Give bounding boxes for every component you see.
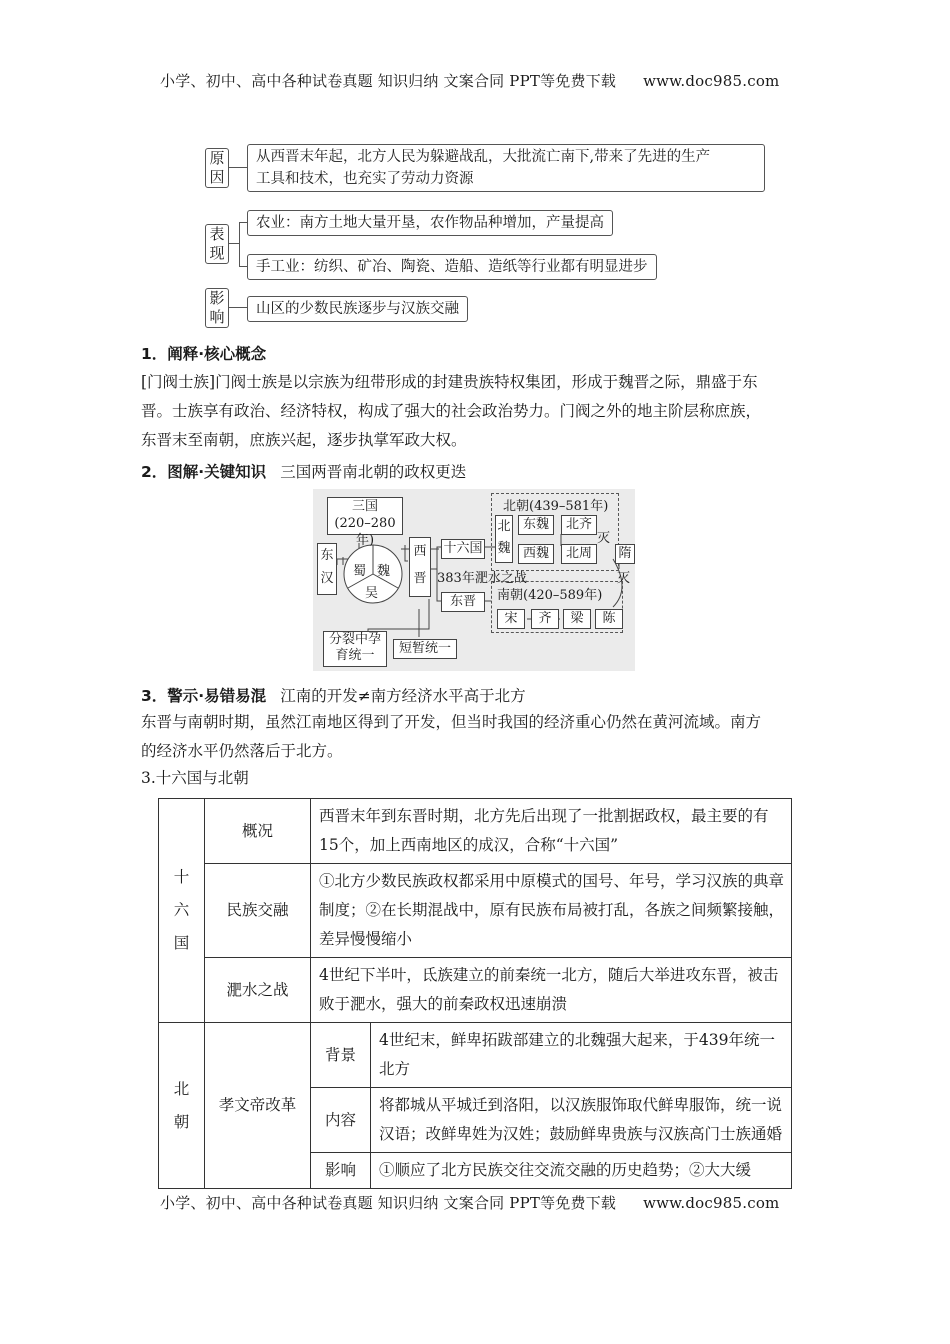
page-footer xyxy=(160,1192,779,1213)
footer-text: 小学、初中、高中各种试卷真题 知识归纳 文案合同 PPT等免费下载 xyxy=(160,1194,617,1212)
section-2-subtitle: 三国两晋南北朝的政权更迭 xyxy=(280,463,467,481)
wei-label: 魏 xyxy=(377,564,391,579)
group-2-char-2: 朝 xyxy=(173,1112,190,1131)
footer-url[interactable]: www.doc985.com xyxy=(643,1194,780,1212)
split-text-1: 分裂中孕 xyxy=(328,632,381,647)
section-1-body xyxy=(141,368,821,455)
shu-label: 蜀 xyxy=(353,564,367,579)
xijin-box xyxy=(409,537,431,597)
handicraft-box xyxy=(247,254,657,280)
donghan-box xyxy=(317,543,337,595)
handicraft-text: 手工业：纺织、矿冶、陶瓷、造船、造纸等行业都有明显进步 xyxy=(256,259,648,275)
section-1-line-1: [门阀士族]门阀士族是以宗族为纽带形成的封建贵族特权集团，形成于魏晋之际，鼎盛于东 xyxy=(141,373,758,391)
agriculture-box xyxy=(247,210,613,236)
sanguo-box xyxy=(327,497,403,548)
group-2-char-1: 北 xyxy=(173,1079,190,1098)
impact-label: 影响 xyxy=(205,288,229,328)
header-url[interactable]: www.doc985.com xyxy=(643,72,780,90)
section-3-line-2: 的经济水平仍然落后于北方。 xyxy=(141,742,343,760)
donghan-char-2: 汉 xyxy=(320,571,334,586)
table-row xyxy=(159,799,792,864)
reform-label: 孝文帝改革 xyxy=(205,1023,311,1189)
section-3-title: 3．警示·易错易混 xyxy=(141,687,267,705)
beiwei-char-1: 北 xyxy=(497,519,511,534)
xijin-char-2: 晋 xyxy=(413,571,427,586)
mie-label-2: 灭 xyxy=(617,571,631,586)
history-table xyxy=(158,798,792,1189)
header-text: 小学、初中、高中各种试卷真题 知识归纳 文案合同 PPT等免费下载 xyxy=(160,72,617,90)
section-3-subtitle: 江南的开发≠南方经济水平高于北方 xyxy=(280,687,526,705)
beiwei-char-2: 魏 xyxy=(497,541,511,556)
agriculture-text: 农业：南方土地大量开垦，农作物品种增加，产量提高 xyxy=(256,215,604,231)
section-1-line-3: 东晋末至南朝，庶族兴起，逐步执掌军政大权。 xyxy=(141,431,467,449)
xijin-char-1: 西 xyxy=(413,544,427,559)
group-1-char-2: 六 xyxy=(173,901,190,919)
group-1-char-1: 十 xyxy=(173,868,190,886)
dongwei-box: 东魏 xyxy=(518,515,554,535)
concept-map xyxy=(205,140,775,330)
beiwei-box xyxy=(495,515,513,563)
background-label: 背景 xyxy=(311,1023,371,1088)
sanguo-label: 三国 xyxy=(351,499,378,514)
performance-label: 表现 xyxy=(205,224,229,264)
beiqi-box: 北齐 xyxy=(561,515,597,535)
split-box xyxy=(323,631,387,667)
section-2-title: 2．图解·关键知识 xyxy=(141,463,267,481)
split-text-2: 育统一 xyxy=(335,648,375,663)
table-row xyxy=(159,958,792,1023)
reason-text-1: 从西晋末年起，北方人民为躲避战乱，大批流亡南下,带来了先进的生产 xyxy=(256,149,711,165)
impact-text: 山区的少数民族逐步与汉族交融 xyxy=(256,301,459,317)
section-3-heading xyxy=(141,684,526,706)
fusion-text: ①北方少数民族政权都采用中原模式的国号、年号，学习汉族的典章制度；②在长期混战中，原有民族布局被打乱，各族之间频繁接触，差异慢慢缩小 xyxy=(311,864,792,958)
table-row xyxy=(159,864,792,958)
fusion-label: 民族交融 xyxy=(205,864,311,958)
background-text: 4世纪末，鲜卑拓跋部建立的北魏强大起来，于439年统一北方 xyxy=(371,1023,792,1088)
group-beichao xyxy=(159,1023,205,1189)
reform-impact-label: 影响 xyxy=(311,1153,371,1189)
nanchao-label: 南朝(420–589年) xyxy=(497,588,603,603)
group-shiliuguo xyxy=(159,799,205,1023)
donghan-char-1: 东 xyxy=(320,548,334,563)
section-3-line-1: 东晋与南朝时期，虽然江南地区得到了开发，但当时我国的经济重心仍然在黄河流域。南方 xyxy=(141,713,762,731)
section-1-line-2: 晋。士族享有政治、经济特权，构成了强大的社会政治势力。门阀之外的地主阶层称庶族， xyxy=(141,402,762,420)
song-box: 宋 xyxy=(497,609,525,629)
dynasty-chart xyxy=(313,489,635,671)
chen-box: 陈 xyxy=(595,609,623,629)
section-4-heading: 3.十六国与北朝 xyxy=(141,769,249,787)
overview-label: 概况 xyxy=(205,799,311,864)
table-row xyxy=(159,1023,792,1088)
content-text: 将都城从平城迁到洛阳，以汉族服饰取代鲜卑服饰，统一说汉语；改鲜卑姓为汉姓；鼓励鲜卑贵族与汉族高门士族通婚 xyxy=(371,1088,792,1153)
xiwei-box: 西魏 xyxy=(518,544,554,564)
section-1-heading: 1．阐释·核心概念 xyxy=(141,345,267,363)
feishui-battle-label: 淝水之战 xyxy=(205,958,311,1023)
beichao-label: 北朝(439–581年) xyxy=(503,499,609,514)
section-2-heading xyxy=(141,460,466,482)
brief-unity-box: 短暂统一 xyxy=(393,639,457,659)
beizhou-box: 北周 xyxy=(561,544,597,564)
section-3-body xyxy=(141,708,821,766)
liang-box: 梁 xyxy=(563,609,591,629)
dongjin-box: 东晋 xyxy=(441,592,485,612)
reason-text-2: 工具和技术，也充实了劳动力资源 xyxy=(256,171,474,187)
feishui-battle-text: 4世纪下半叶，氐族建立的前秦统一北方，随后大举进攻东晋，被击败于淝水，强大的前秦政权迅速崩溃 xyxy=(311,958,792,1023)
reason-label: 原因 xyxy=(205,148,229,188)
mie-label-1: 灭 xyxy=(597,531,611,546)
sanguo-years: (220–280年) xyxy=(334,516,396,548)
sui-box: 隋 xyxy=(615,544,635,564)
wu-label: 吴 xyxy=(365,586,379,601)
shiliuguo-box: 十六国 xyxy=(441,539,485,559)
reform-impact-text: ①顺应了北方民族交往交流交融的历史趋势；②大大缓 xyxy=(371,1153,792,1189)
feishui-label: 383年淝水之战 xyxy=(437,571,527,586)
qi-box: 齐 xyxy=(531,609,559,629)
group-1-char-3: 国 xyxy=(173,934,190,952)
reason-box xyxy=(247,144,765,192)
content-label: 内容 xyxy=(311,1088,371,1153)
overview-text: 西晋末年到东晋时期，北方先后出现了一批割据政权，最主要的有15个，加上西南地区的成汉，合称“十六国” xyxy=(311,799,792,864)
impact-box xyxy=(247,296,468,322)
page-header xyxy=(160,70,779,91)
